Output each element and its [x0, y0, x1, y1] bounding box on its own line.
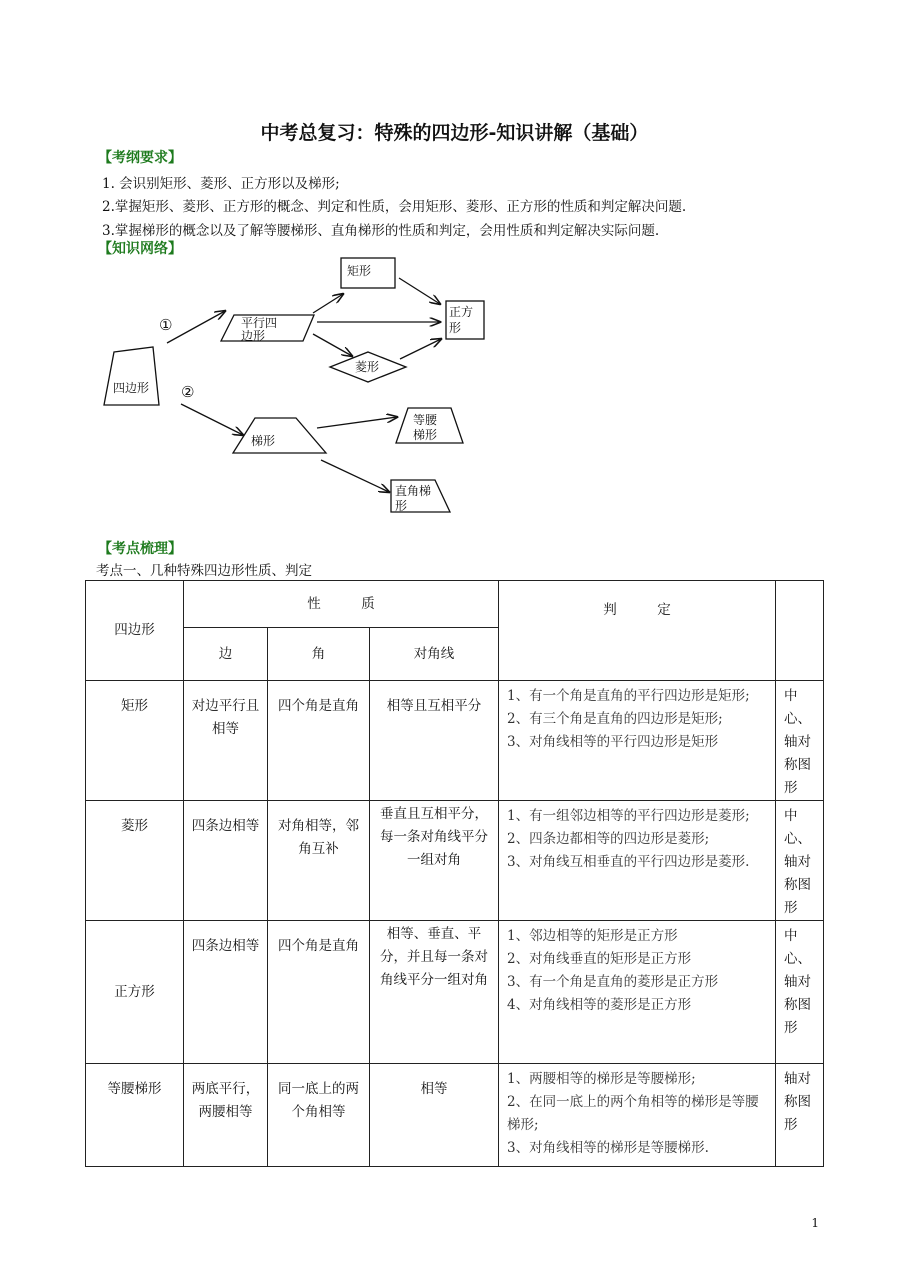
- row-symmetry: 中心、轴对称图形: [776, 921, 824, 1064]
- square-label-2: 形: [449, 321, 462, 335]
- properties-table: [85, 580, 824, 1167]
- marker-1: ①: [159, 316, 173, 334]
- row-diagonal: 垂直且互相平分，每一条对角线平分一组对角: [370, 801, 499, 921]
- parallelogram-label-2: 边形: [241, 329, 266, 343]
- row-symmetry: 轴对称图形: [776, 1064, 824, 1167]
- table-row: [86, 1064, 824, 1167]
- table-row: [86, 921, 824, 1064]
- arrow-quad-to-trapezoid: [181, 404, 243, 435]
- requirement-1: 1. 会识别矩形、菱形、正方形以及梯形;: [102, 176, 340, 192]
- row-name: 矩形: [86, 681, 184, 801]
- row-name: 等腰梯形: [86, 1064, 184, 1167]
- row-side: 对边平行且相等: [184, 681, 268, 801]
- row-angle: 对角相等，邻角互补: [268, 801, 370, 921]
- table-row: [86, 801, 824, 921]
- row-angle: 四个角是直角: [268, 681, 370, 801]
- row-side: 四条边相等: [184, 921, 268, 1064]
- row-symmetry: 中心、轴对称图形: [776, 681, 824, 801]
- row-name: 菱形: [86, 801, 184, 921]
- parallelogram-label-1: 平行四: [241, 316, 278, 330]
- quad-shape: [104, 347, 159, 405]
- row-diagonal: 相等、垂直、平分，并且每一条对角线平分一组对角: [370, 921, 499, 1064]
- isosceles-label-2: 梯形: [413, 428, 438, 442]
- judgement-item: 2、四条边都相等的四边形是菱形;: [507, 831, 710, 847]
- row-diagonal: 相等: [370, 1064, 499, 1167]
- right-trapezoid-label-2: 形: [395, 499, 408, 513]
- section-heading-requirements: 【考纲要求】: [98, 150, 182, 166]
- judgement-item: 3、对角线相等的平行四边形是矩形: [507, 734, 719, 750]
- arrow-para-to-rect: [313, 294, 343, 313]
- isosceles-label-1: 等腰: [413, 413, 438, 427]
- row-name: 正方形: [86, 921, 184, 1064]
- quad-label: 四边形: [113, 381, 150, 395]
- row-angle: 四个角是直角: [268, 921, 370, 1064]
- section-heading-points: 【考点梳理】: [98, 541, 182, 557]
- row-side: 四条边相等: [184, 801, 268, 921]
- header-quadrilateral: 四边形: [86, 581, 184, 681]
- header-side: 边: [184, 628, 268, 681]
- requirement-3: 3.掌握梯形的概念以及了解等腰梯形、直角梯形的性质和判定，会用性质和判定解决实际问题.: [102, 223, 660, 239]
- arrow-trap-to-isosceles: [317, 417, 397, 428]
- header-empty: [776, 581, 824, 681]
- judgement-item: 1、有一个角是直角的平行四边形是矩形;: [507, 688, 750, 704]
- judgement-item: 2、有三个角是直角的四边形是矩形;: [507, 711, 723, 727]
- judgement-item: 1、有一组邻边相等的平行四边形是菱形;: [507, 808, 750, 824]
- judgement-item: 3、有一个角是直角的菱形是正方形: [507, 974, 719, 990]
- header-property: 性 质: [184, 581, 499, 628]
- header-angle: 角: [268, 628, 370, 681]
- arrow-para-to-rhombus: [313, 334, 352, 356]
- arrow-quad-to-parallelogram: [167, 311, 225, 343]
- row-judgement: [499, 681, 776, 801]
- row-diagonal: 相等且互相平分: [370, 681, 499, 801]
- table-row: [86, 681, 824, 801]
- judgement-item: 1、两腰相等的梯形是等腰梯形;: [507, 1071, 696, 1087]
- trapezoid-shape: [233, 418, 326, 453]
- square-label-1: 正方: [449, 305, 474, 319]
- section-heading-network: 【知识网络】: [98, 241, 182, 257]
- page-number: 1: [811, 1216, 819, 1230]
- page-title: 中考总复习：特殊的四边形-知识讲解（基础）: [260, 122, 649, 144]
- arrow-rect-to-square: [399, 278, 440, 304]
- marker-2: ②: [181, 383, 195, 401]
- judgement-item: 3、对角线相等的梯形是等腰梯形.: [507, 1140, 709, 1156]
- header-judgement: 判 定: [499, 581, 776, 681]
- judgement-item: 3、对角线互相垂直的平行四边形是菱形.: [507, 854, 750, 870]
- judgement-item: 1、邻边相等的矩形是正方形: [507, 928, 678, 944]
- knowledge-network-diagram: [95, 252, 515, 527]
- rhombus-label: 菱形: [355, 360, 380, 374]
- row-symmetry: 中心、轴对称图形: [776, 801, 824, 921]
- requirement-2: 2.掌握矩形、菱形、正方形的概念、判定和性质，会用矩形、菱形、正方形的性质和判定解决问题.: [102, 199, 687, 215]
- header-diagonal: 对角线: [370, 628, 499, 681]
- judgement-item: 4、对角线相等的菱形是正方形: [507, 997, 692, 1013]
- judgement-item: 2、对角线垂直的矩形是正方形: [507, 951, 692, 967]
- row-judgement: [499, 801, 776, 921]
- row-judgement: [499, 1064, 776, 1167]
- arrow-trap-to-right: [321, 460, 389, 492]
- arrow-rhombus-to-square: [400, 339, 441, 359]
- row-side: 两底平行，两腰相等: [184, 1064, 268, 1167]
- row-angle: 同一底上的两个角相等: [268, 1064, 370, 1167]
- trapezoid-label: 梯形: [251, 434, 276, 448]
- rectangle-label: 矩形: [347, 264, 372, 278]
- right-trapezoid-label-1: 直角梯: [395, 484, 432, 498]
- row-judgement: [499, 921, 776, 1064]
- subtitle: 考点一、几种特殊四边形性质、判定: [96, 563, 312, 579]
- judgement-item: 2、在同一底上的两个角相等的梯形是等腰梯形;: [507, 1094, 759, 1133]
